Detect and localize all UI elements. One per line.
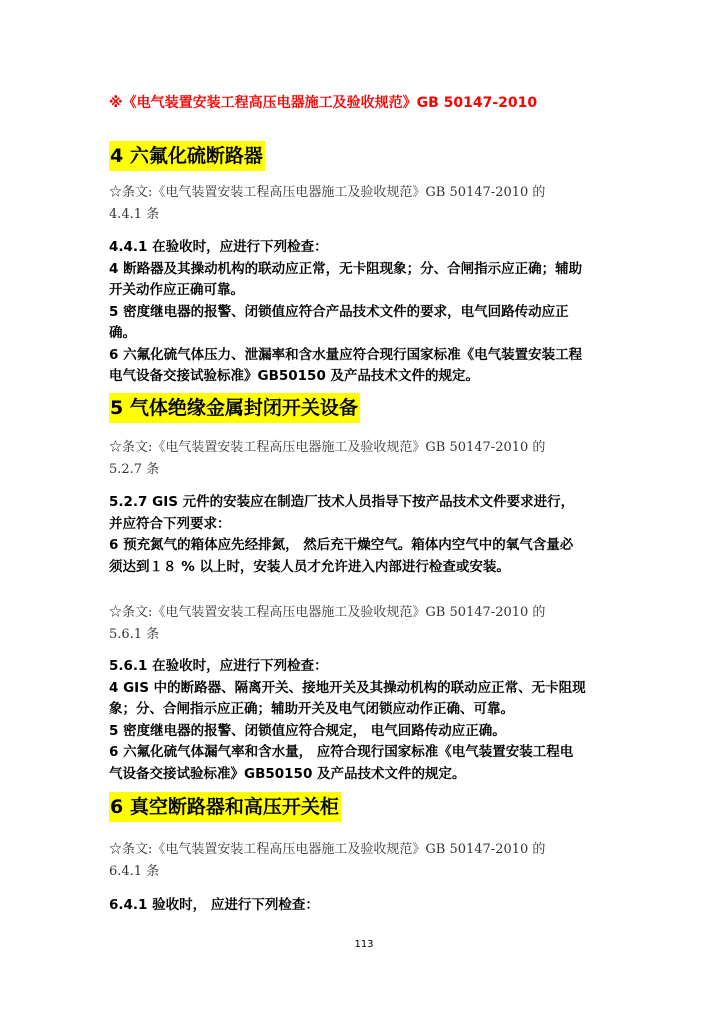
clause-body	[109, 895, 621, 917]
clause-reference-line: 6.4.1 条	[109, 864, 160, 879]
clause-text-line: 6 六氟化硫气体漏气率和含水量， 应符合现行国家标准《电气装置安装工程电	[109, 744, 574, 760]
clause-text-line: 电气设备交接试验标准》GB50150 及产品技术文件的规定。	[109, 368, 480, 384]
clause-reference-line: ☆条文:《电气装置安装工程高压电器施工及验收规范》GB 50147-2010 的	[109, 185, 546, 200]
clause-text-line: 6 预充氮气的箱体应先经排氮， 然后充干燥空气。箱体内空气中的氧气含量必	[109, 537, 574, 553]
clause-text-line: 4 GIS 中的断路器、隔离开关、接地开关及其操动机构的联动应正常、无卡阻现	[109, 679, 586, 696]
clause-text-line: 4.4.1 在验收时，应进行下列检查：	[109, 239, 328, 255]
clause-text-line: 须达到１８ % 以上时，安装人员才允许进入内部进行检查或安装。	[109, 558, 510, 575]
clause-text-line: 5 密度继电器的报警、闭锁值应符合规定， 电气回路传动应正确。	[109, 722, 506, 739]
clause-reference	[109, 182, 619, 226]
clause-text-line: 象；分、合闸指示应正确；辅助开关及电气闭锁应动作正确、可靠。	[109, 701, 514, 717]
section-heading-4: 4 六氟化硫断路器	[109, 141, 265, 171]
document-title: ※《电气装置安装工程高压电器施工及验收规范》GB 50147-2010	[109, 95, 538, 111]
document-page	[109, 0, 619, 1024]
section-heading-6: 6 真空断路器和高压开关柜	[109, 792, 341, 822]
clause-text-line: 4 断路器及其操动机构的联动应正常，无卡阻现象；分、合闸指示应正确；辅助	[109, 260, 583, 277]
clause-reference-line: ☆条文:《电气装置安装工程高压电器施工及验收规范》GB 50147-2010 的	[109, 440, 546, 455]
clause-body	[109, 492, 621, 578]
clause-text-line: 6 六氟化硫气体压力、泄漏率和含水量应符合现行国家标准《电气装置安装工程	[109, 346, 583, 363]
clause-reference-line: 4.4.1 条	[109, 207, 160, 222]
clause-text-line: 开关动作应正确可靠。	[109, 282, 244, 298]
clause-reference	[109, 839, 619, 883]
clause-text-line: 6.4.1 验收时， 应进行下列检查：	[109, 897, 319, 913]
clause-body	[109, 237, 621, 388]
clause-body	[109, 656, 621, 785]
clause-reference	[109, 602, 619, 646]
clause-text-line: 气设备交接试验标准》GB50150 及产品技术文件的规定。	[109, 765, 466, 782]
clause-text-line: 确。	[109, 325, 136, 341]
clause-reference	[109, 437, 619, 481]
clause-reference-line: ☆条文:《电气装置安装工程高压电器施工及验收规范》GB 50147-2010 的	[109, 842, 546, 857]
clause-text-line: 5 密度继电器的报警、闭锁值应符合产品技术文件的要求，电气回路传动应正	[109, 303, 569, 320]
clause-text-line: 5.6.1 在验收时，应进行下列检查：	[109, 658, 328, 674]
clause-text-line: 5.2.7 GIS 元件的安装应在制造厂技术人员指导下按产品技术文件要求进行，	[109, 494, 575, 510]
clause-reference-line: 5.2.7 条	[109, 462, 160, 477]
clause-reference-line: 5.6.1 条	[109, 627, 160, 642]
clause-text-line: 并应符合下列要求：	[109, 515, 231, 532]
page-number: 113	[354, 939, 374, 950]
section-heading-5: 5 气体绝缘金属封闭开关设备	[109, 393, 360, 423]
clause-reference-line: ☆条文:《电气装置安装工程高压电器施工及验收规范》GB 50147-2010 的	[109, 605, 546, 620]
